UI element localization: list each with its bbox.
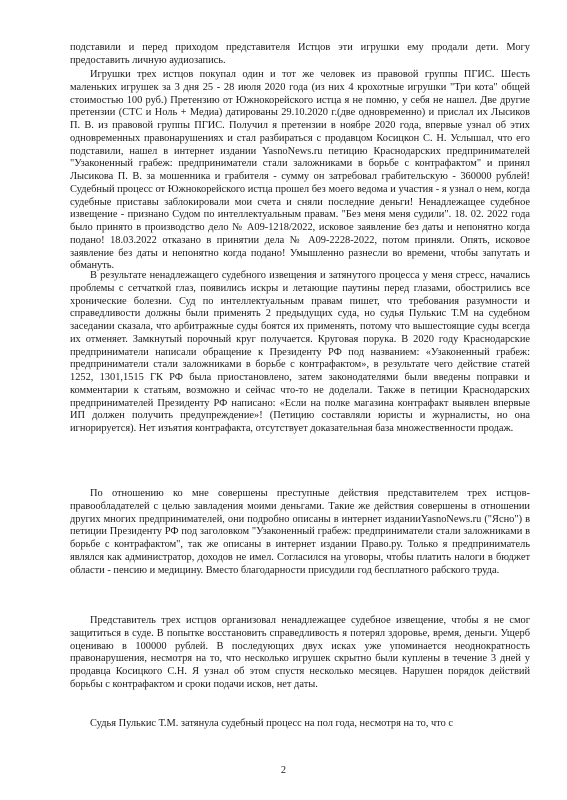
paragraph-representative: Представитель трех истцов организовал ненадлежащее судебное извещение, чтобы я не смог защититься в суде. В попытке восстановить справедливость я потерял здоровье, время, деньги. Ущерб оцениваю в 100000 рублей. В последующих двух исках уже упоминается неоднократность правонарушения, несмотря на то, что несколько игрушек скрытно были куплены в течение 3 дней у продавца Косицкого С.Н. Я узнал об этом спустя несколько месяцев. Нарушен порядок действий борьбы с контрафактом и сроки подачи исков, нет даты. (70, 615, 530, 690)
paragraph-toys-purchase: Игрушки трех истцов покупал один и тот же человек из правовой группы ПГИС. Шесть маленьких игрушек за 3 дня 25 - 28 июля 2020 года (из них 4 крохотные игрушки "Три кота" общей стоимостью 100 руб.) Претензию от Южнокорейского истца я не помню, у себя не нашел. Две другие претензии (СТС и Ноль + Медиа) датированы 29.10.2020 г.(две одновременно) и прислал их Лысиков П. В. из правовой группы ПГИС. Получил я претензии в ноябре 2020 года, впервые узнал об этих одновременных правонарушениях и стал разбираться с продавцом Косицкон С. Н. Услышал, что его подставили, нашел в интернет издании YasnoNews.ru петицию Краснодарских предпринимателей "Узаконенный грабеж: предприниматели стали заложниками в борьбе с контрафактом" и принял Лысикова П. В. за мошенника и грабителя - сумму он затребовал грабительскую - 360000 рублей! Судебный процесс от Южнокорейского истца прошел без моего ведома и участия - я узнал о нем, когда судебные приставы заблокировали мои счета и сняли последние деньги! Ненадлежащее судебное извещение - признано Судом по интеллектуальным правам. "Без меня меня судили". 18. 02. 2022 года было принято в производство дело № А09-1218/2022, исковое заявление без даты и непонятно когда подано! 18.03.2022 отказано в принятии дела № А09-2228-2022, потом приняли. Опять, исковое заявление без даты и непонятно когда подано! Умышленно разнесли во времени, чтобы запутать и обмануть. (70, 69, 530, 272)
paragraph-judge: Судья Пулькис Т.М. затянула судебный процесс на пол года, несмотря на то, что с (90, 718, 454, 729)
paragraph-continuation: подставили и перед приходом представителя Истцов эти игрушки ему продали дети. Могу предоставить личную аудиозапись. (70, 42, 530, 66)
page-number: 2 (280, 765, 287, 776)
paragraph-criminal-actions: По отношению ко мне совершены преступные действия представителем трех истцов-правообладателей с целью завладения моими деньгами. Такие же действия совершены в отношении других многих предпринимателей, они подробно описаны в интернет изданииYasnoNews.ru ("Ясно") в петиции Президенту РФ под заголовком "Узаконенный грабеж: предприниматели стали заложниками в борьбе с контрафактом", так же описаны в интернет издании Право.ру. Только я предприниматель являлся как администратор, доходов не имел. Согласился на уговоры, чтобы платить налоги в бюджет области - пенсию и медицину. Вместо благодарности присудили год бесплатного рабского труда. (70, 488, 530, 576)
paragraph-stress-consequences: В результате ненадлежащего судебного извещения и затянутого процесса у меня стресс, начались проблемы с сетчаткой глаз, появились искры и летающие паутины перед глазами, обострились все хронические болезни. Суд по интеллектуальным правам пишет, что требования разумности и справедливости должны были применять 2 предыдущих суда, но судья Пулькис Т.М на судебном заседании сказала, что арбитражные суды боятся их применять, потому что вышестоящие суды всегда их отменяет. Замкнутый порочный круг получается. Круговая порука. В 2020 году Краснодарские предприниматели написали обращение к Президенту РФ под названием: «Узаконенный грабеж: предприниматели стали заложниками в борьбе с контрафактом», в результате чего действие статей 1252, 1301,1515 ГК РФ была приостановлено, затем законодателями были введены поправки и комментарии к статьям, возможно и сейчас что-то не доделали. Также в петиции Краснодарских предпринимателей Президенту РФ написано: «Если на полке магазина контрафакт выявлен впервые ИП должен получить предупреждение»! (Петицию составляли юристы и журналисты, но она игнорируется). Нет изъятия контрафакта, отсутствует доказательная база множественности продаж. (70, 270, 530, 434)
